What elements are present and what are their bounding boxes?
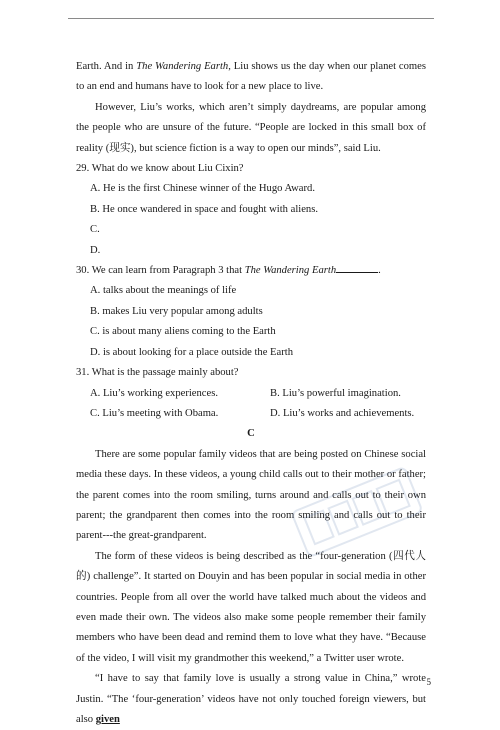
text-run: Earth. And in bbox=[76, 61, 137, 72]
question-31-option-a: A. Liu’s working experiences. bbox=[90, 387, 218, 399]
question-30-option-c: C. is about many aliens coming to the Earth bbox=[90, 326, 276, 338]
question-29-option-c: C. bbox=[90, 224, 100, 236]
text-run: 30. We can learn from Paragraph 3 that bbox=[76, 265, 245, 277]
question-31-option-b: B. Liu’s powerful imagination. bbox=[270, 387, 401, 399]
text-run: “I have to say that family love is usually a strong value in China,” wrote Justin. “The ‘four-generation’ videos have not only touched foreign viewers, but also bbox=[76, 673, 426, 725]
answer-blank bbox=[336, 262, 378, 273]
question-30-option-b: B. makes Liu very popular among adults bbox=[90, 305, 263, 317]
passage-c-heading: C bbox=[247, 428, 255, 440]
question-31-option-c: C. Liu’s meeting with Obama. bbox=[90, 407, 219, 419]
question-31-options-row-1 bbox=[76, 384, 426, 404]
book-title: The Wandering Earth bbox=[136, 61, 229, 72]
question-31-stem: 31. What is the passage mainly about? bbox=[76, 367, 239, 379]
question-31-option-d: D. Liu’s works and achievements. bbox=[270, 407, 415, 419]
passage-c-paragraph-1: There are some popular family videos that are being posted on Chinese social media these days. In these videos, a young child calls out to their mother or father; the parent comes into the room smiling, turns around and calls out to their own parent; the grandparent then comes into the room smiling and calls out to their parent---the great-grandparent. bbox=[76, 448, 426, 542]
page-content bbox=[76, 57, 426, 730]
question-30-stem bbox=[76, 261, 426, 281]
passage-c-paragraph-2: The form of these videos is being described as the “four-generation (四代人的) challenge”. It started on Douyin and has been popular in social media in other countries. People from all over the world have talked much about the videos and even made their own. The videos also make some people remember their family members who have been dead and remind them to love what they have. “Because of the video, I will visit my grandmother this weekend,” a Twitter user wrote. bbox=[76, 550, 426, 664]
book-title: The Wandering Earth bbox=[244, 265, 337, 277]
passage-b-paragraph-end bbox=[76, 57, 426, 98]
question-29-option-d: D. bbox=[90, 244, 101, 256]
passage-c-paragraph-3 bbox=[76, 669, 426, 730]
question-30-option-d: D. is about looking for a place outside the Earth bbox=[90, 346, 293, 358]
text-run: . bbox=[378, 265, 381, 277]
passage-b-paragraph-quote: However, Liu’s works, which aren’t simply daydreams, are popular among the people who are unsure of the future. “People are locked in this small box of reality (现实), but science fiction is a way to open our minds”, said Liu. bbox=[76, 101, 426, 154]
page-number: 5 bbox=[426, 677, 431, 687]
text-run: , Liu shows us the day when our planet comes to an end and humans have to look for a new place to live. bbox=[76, 61, 426, 93]
question-31-options-row-2 bbox=[76, 404, 426, 424]
question-30-option-a: A. talks about the meanings of life bbox=[90, 285, 237, 297]
header-rule bbox=[68, 18, 434, 19]
question-29-stem: 29. What do we know about Liu Cixin? bbox=[76, 163, 244, 175]
question-29-option-b: B. He once wandered in space and fought with aliens. bbox=[90, 203, 318, 215]
question-29-option-a: A. He is the first Chinese winner of the Hugo Award. bbox=[90, 183, 315, 195]
underlined-word: given bbox=[95, 714, 120, 725]
